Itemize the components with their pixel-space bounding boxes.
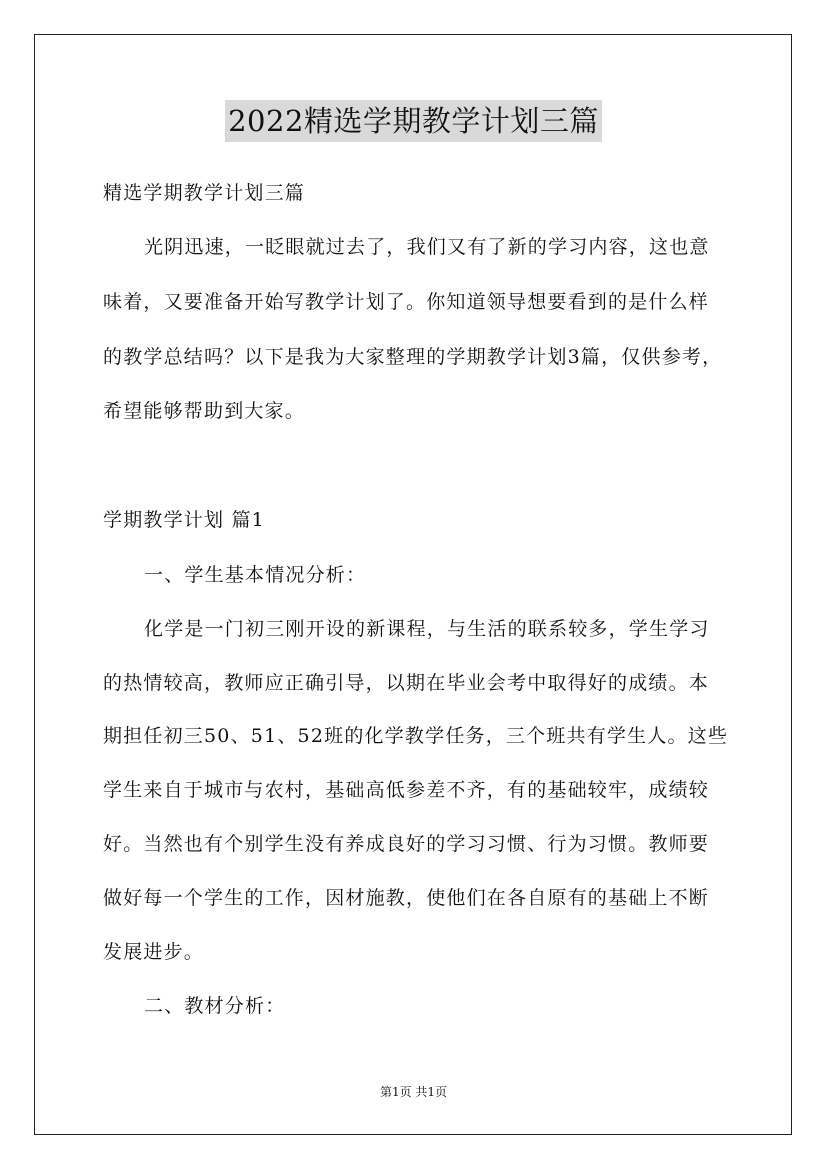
document-title: 2022精选学期教学计划三篇 [225, 100, 602, 142]
body-line: 发展进步。 [103, 941, 205, 963]
intro-line: 的教学总结吗？以下是我为大家整理的学期教学计划3篇，仅供参考， [103, 346, 723, 368]
page-footer: 第1页 共1页 [379, 1085, 448, 1099]
section-heading: 学期教学计划 篇1 [103, 509, 265, 531]
body-line: 期担任初三50、51、52班的化学教学任务，三个班共有学生人。这些 [103, 725, 729, 747]
intro-line: 味着，又要准备开始写教学计划了。你知道领导想要看到的是什么样 [103, 291, 710, 313]
item2-heading: 二、教材分析： [144, 995, 286, 1017]
body-line: 学生来自于城市与农村，基础高低参差不齐，有的基础较牢，成绩较 [103, 779, 710, 801]
item1-heading: 一、学生基本情况分析： [144, 564, 367, 586]
body-line: 做好每一个学生的工作，因材施教，使他们在各自原有的基础上不断 [103, 887, 710, 909]
body-line: 化学是一门初三刚开设的新课程，与生活的联系较多，学生学习 [144, 618, 710, 640]
body-line: 的热情较高，教师应正确引导，以期在毕业会考中取得好的成绩。本 [103, 672, 710, 694]
document-subtitle: 精选学期教学计划三篇 [103, 182, 306, 204]
body-line: 好。当然也有个别学生没有养成良好的学习习惯、行为习惯。教师要 [103, 833, 710, 855]
title-container [0, 100, 827, 142]
intro-line: 希望能够帮助到大家。 [103, 400, 306, 422]
intro-line: 光阴迅速，一眨眼就过去了，我们又有了新的学习内容，这也意 [144, 236, 710, 258]
